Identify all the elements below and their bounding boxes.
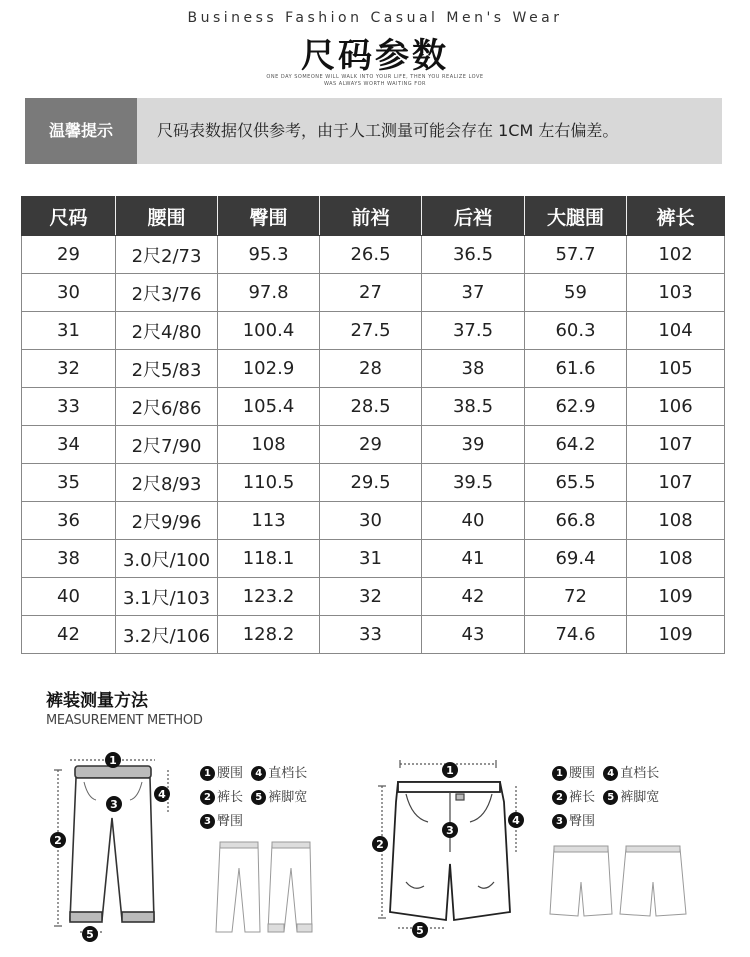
table-cell: 29.5 — [320, 464, 422, 502]
table-row — [22, 388, 725, 426]
table-cell: 109 — [627, 616, 725, 654]
tip-banner — [25, 98, 722, 164]
table-cell: 95.3 — [218, 236, 320, 274]
tip-text: 尺码表数据仅供参考，由于人工测量可能会存在 1CM 左右偏差。 — [157, 121, 619, 140]
table-cell: 60.3 — [525, 312, 627, 350]
size-table-header-cell: 臀围 — [218, 197, 320, 236]
legend-left-item-3: 3 臀围 — [200, 814, 243, 829]
svg-text:5: 5 — [86, 928, 94, 941]
shorts-badge-hip — [442, 822, 458, 838]
table-cell: 2尺4/80 — [116, 312, 218, 350]
size-table-header-cell: 尺码 — [22, 197, 116, 236]
table-cell: 32 — [22, 350, 116, 388]
table-cell: 65.5 — [525, 464, 627, 502]
size-table-header-cell: 后裆 — [422, 197, 525, 236]
table-cell: 31 — [320, 540, 422, 578]
table-cell: 34 — [22, 426, 116, 464]
table-cell: 31 — [22, 312, 116, 350]
badge-waist — [105, 752, 121, 768]
table-cell: 30 — [22, 274, 116, 312]
table-cell: 2尺9/96 — [116, 502, 218, 540]
shorts-badge-rise — [508, 812, 524, 828]
svg-text:2: 2 — [54, 834, 62, 847]
table-cell: 109 — [627, 578, 725, 616]
table-cell: 74.6 — [525, 616, 627, 654]
table-cell: 106 — [627, 388, 725, 426]
table-cell: 2尺3/76 — [116, 274, 218, 312]
legend-left-item-2: 2 裤长 — [200, 790, 243, 805]
badge-leg-opening — [82, 926, 98, 942]
table-row — [22, 464, 725, 502]
table-cell: 123.2 — [218, 578, 320, 616]
size-table-header-cell: 腰围 — [116, 197, 218, 236]
shorts-badges — [368, 752, 538, 942]
table-row — [22, 540, 725, 578]
svg-text:3: 3 — [110, 798, 118, 811]
table-cell: 27.5 — [320, 312, 422, 350]
measure-subtitle: MEASUREMENT METHOD — [46, 713, 203, 728]
table-cell: 37 — [422, 274, 525, 312]
measure-title: 裤装测量方法 — [46, 691, 148, 711]
table-cell: 42 — [422, 578, 525, 616]
legend-left — [200, 762, 307, 834]
table-cell: 102.9 — [218, 350, 320, 388]
table-cell: 2尺7/90 — [116, 426, 218, 464]
long-pants-thumbnails — [212, 838, 322, 938]
table-cell: 62.9 — [525, 388, 627, 426]
size-table-header-cell: 大腿围 — [525, 197, 627, 236]
table-cell: 128.2 — [218, 616, 320, 654]
table-cell: 69.4 — [525, 540, 627, 578]
table-cell: 107 — [627, 426, 725, 464]
table-cell: 103 — [627, 274, 725, 312]
shorts-badge-length — [372, 836, 388, 852]
long-pants-badges — [40, 748, 190, 948]
table-cell: 38.5 — [422, 388, 525, 426]
table-cell: 2尺5/83 — [116, 350, 218, 388]
table-cell: 39.5 — [422, 464, 525, 502]
legend-left-item-5: 5 裤脚宽 — [251, 790, 307, 805]
table-row — [22, 350, 725, 388]
table-cell: 57.7 — [525, 236, 627, 274]
legend-right-item-1: 1 腰围 — [552, 766, 595, 781]
table-cell: 28.5 — [320, 388, 422, 426]
table-row — [22, 274, 725, 312]
badge-hip — [106, 796, 122, 812]
table-cell: 28 — [320, 350, 422, 388]
table-cell: 26.5 — [320, 236, 422, 274]
legend-right-item-3: 3 臀围 — [552, 814, 595, 829]
shorts-badge-waist — [442, 762, 458, 778]
table-cell: 64.2 — [525, 426, 627, 464]
table-cell: 27 — [320, 274, 422, 312]
table-cell: 38 — [422, 350, 525, 388]
svg-text:4: 4 — [158, 788, 166, 801]
badge-rise — [154, 786, 170, 802]
table-cell: 113 — [218, 502, 320, 540]
table-cell: 2尺2/73 — [116, 236, 218, 274]
table-cell: 35 — [22, 464, 116, 502]
table-cell: 33 — [320, 616, 422, 654]
table-cell: 3.0尺/100 — [116, 540, 218, 578]
table-cell: 61.6 — [525, 350, 627, 388]
legend-right-item-2: 2 裤长 — [552, 790, 595, 805]
table-cell: 32 — [320, 578, 422, 616]
table-cell: 30 — [320, 502, 422, 540]
tagline-line-2: WAS ALWAYS WORTH WAITING FOR — [323, 81, 427, 87]
table-cell: 36.5 — [422, 236, 525, 274]
table-cell: 72 — [525, 578, 627, 616]
table-cell: 40 — [422, 502, 525, 540]
shorts-thumbnails — [548, 842, 698, 922]
table-cell: 43 — [422, 616, 525, 654]
badge-length — [50, 832, 66, 848]
brand-line: Business Fashion Casual Men's Wear — [187, 10, 563, 26]
table-cell: 42 — [22, 616, 116, 654]
table-cell: 3.2尺/106 — [116, 616, 218, 654]
legend-right — [552, 762, 659, 834]
svg-text:2: 2 — [376, 838, 384, 851]
shorts-badge-leg-opening — [412, 922, 428, 938]
size-table-header-cell: 前裆 — [320, 197, 422, 236]
table-cell: 59 — [525, 274, 627, 312]
size-table-header-cell: 裤长 — [627, 197, 725, 236]
page-title: 尺码参数 — [301, 36, 449, 76]
table-cell: 37.5 — [422, 312, 525, 350]
svg-text:4: 4 — [512, 814, 520, 827]
table-cell: 108 — [218, 426, 320, 464]
legend-left-item-1: 1 腰围 — [200, 766, 243, 781]
table-cell: 38 — [22, 540, 116, 578]
table-cell: 33 — [22, 388, 116, 426]
table-cell: 39 — [422, 426, 525, 464]
tagline-line-1: ONE DAY SOMEONE WILL WALK INTO YOUR LIFE, THEN YOU REALIZE LOVE — [266, 74, 484, 80]
table-cell: 104 — [627, 312, 725, 350]
table-cell: 110.5 — [218, 464, 320, 502]
svg-text:1: 1 — [446, 764, 454, 777]
legend-left-item-4: 4 直档长 — [251, 766, 307, 781]
table-cell: 102 — [627, 236, 725, 274]
table-cell: 40 — [22, 578, 116, 616]
legend-right-item-5: 5 裤脚宽 — [603, 790, 659, 805]
size-table — [21, 196, 725, 654]
svg-text:1: 1 — [109, 754, 117, 767]
table-cell: 108 — [627, 502, 725, 540]
table-row — [22, 236, 725, 274]
table-cell: 108 — [627, 540, 725, 578]
table-cell: 29 — [320, 426, 422, 464]
table-cell: 3.1尺/103 — [116, 578, 218, 616]
table-cell: 2尺8/93 — [116, 464, 218, 502]
svg-text:5: 5 — [416, 924, 424, 937]
table-cell: 29 — [22, 236, 116, 274]
legend-right-item-4: 4 直档长 — [603, 766, 659, 781]
table-row — [22, 312, 725, 350]
table-row — [22, 502, 725, 540]
table-cell: 36 — [22, 502, 116, 540]
table-cell: 107 — [627, 464, 725, 502]
table-row — [22, 578, 725, 616]
svg-text:3: 3 — [446, 824, 454, 837]
table-row — [22, 616, 725, 654]
table-cell: 100.4 — [218, 312, 320, 350]
table-cell: 66.8 — [525, 502, 627, 540]
table-cell: 2尺6/86 — [116, 388, 218, 426]
size-table-header-row — [22, 197, 725, 236]
size-table-body — [22, 236, 725, 654]
table-cell: 41 — [422, 540, 525, 578]
table-cell: 105.4 — [218, 388, 320, 426]
tip-label: 温馨提示 — [25, 98, 137, 164]
table-row — [22, 426, 725, 464]
table-cell: 118.1 — [218, 540, 320, 578]
table-cell: 97.8 — [218, 274, 320, 312]
table-cell: 105 — [627, 350, 725, 388]
